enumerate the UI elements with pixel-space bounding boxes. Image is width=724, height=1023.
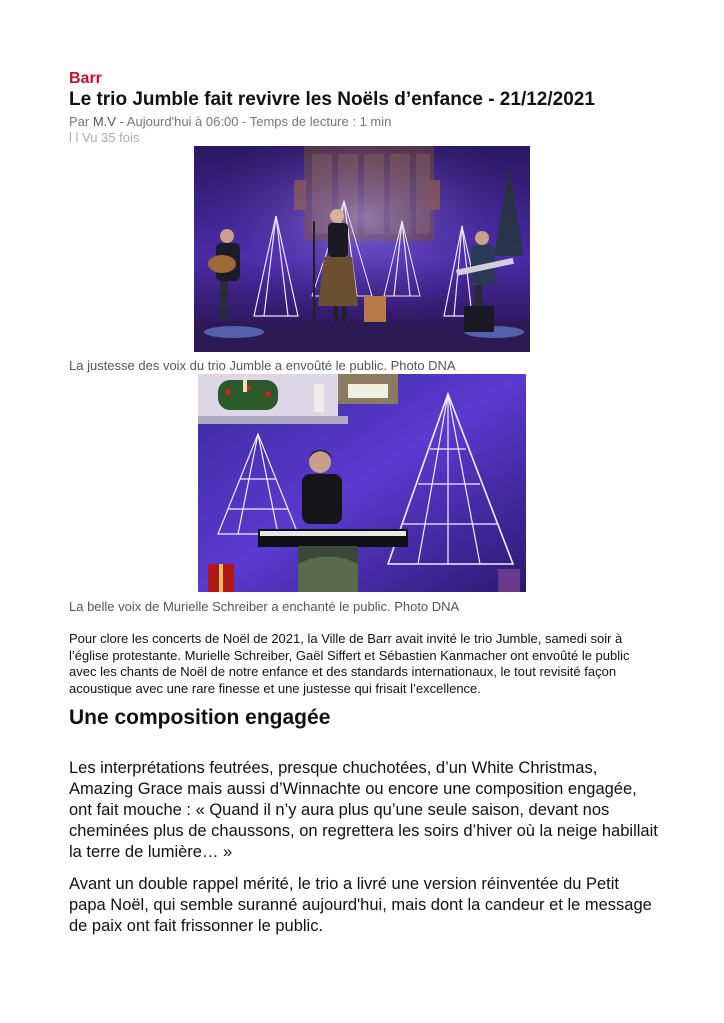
body-paragraph: Les interprétations feutrées, presque chuchotées, d’un White Christmas, Amazing Grace mais aussi d’Winnachte ou encore une composition engagée, ont fait mouche : « Quand il n’y aura plus qu’une seule saison, devant nos cheminées plus de chaussons, on regrettera les soirs d’hiver où la neige habillait la terre de lumière… » bbox=[69, 759, 658, 861]
article-title: Le trio Jumble fait revivre les Noëls d’enfance - 21/12/2021 bbox=[69, 89, 595, 110]
author-link[interactable]: M.V bbox=[92, 114, 116, 129]
article-meta bbox=[69, 114, 654, 130]
view-count: l l Vu 35 fois bbox=[69, 130, 140, 145]
photo-caption-2: La belle voix de Murielle Schreiber a enchanté le public. Photo DNA bbox=[69, 599, 460, 614]
concert-photo bbox=[194, 146, 530, 352]
article-lead: Pour clore les concerts de Noël de 2021, la Ville de Barr avait invité le trio Jumble, samedi soir à l’église protestante. Murielle Schreiber, Gaël Siffert et Sébastien Kanmacher ont envoûté le public avec les chants de Noël de notre enfance et des standards internationaux, le tout revisité façon acoustique avec une rare finesse et une justesse qui frisait l’excellence. bbox=[69, 631, 630, 696]
body-paragraph: Avant un double rappel mérité, le trio a livré une version réinventée du Petit papa Noël, qui semble suranné aujourd'hui, mais dont la candeur et le message de paix ont fait frissonner le public. bbox=[69, 875, 652, 935]
concert-photo-image bbox=[194, 146, 530, 352]
meta-suffix: - Aujourd'hui à 06:00 - Temps de lecture : 1 min bbox=[115, 114, 392, 129]
subheading: Une composition engagée bbox=[69, 706, 331, 729]
meta-prefix: Par bbox=[69, 114, 93, 129]
article-header bbox=[69, 70, 654, 145]
section-label[interactable]: Barr bbox=[69, 70, 102, 87]
photo-caption-1: La justesse des voix du trio Jumble a envoûté le public. Photo DNA bbox=[69, 358, 456, 373]
singer-photo bbox=[198, 374, 526, 592]
singer-photo-image bbox=[198, 374, 526, 592]
